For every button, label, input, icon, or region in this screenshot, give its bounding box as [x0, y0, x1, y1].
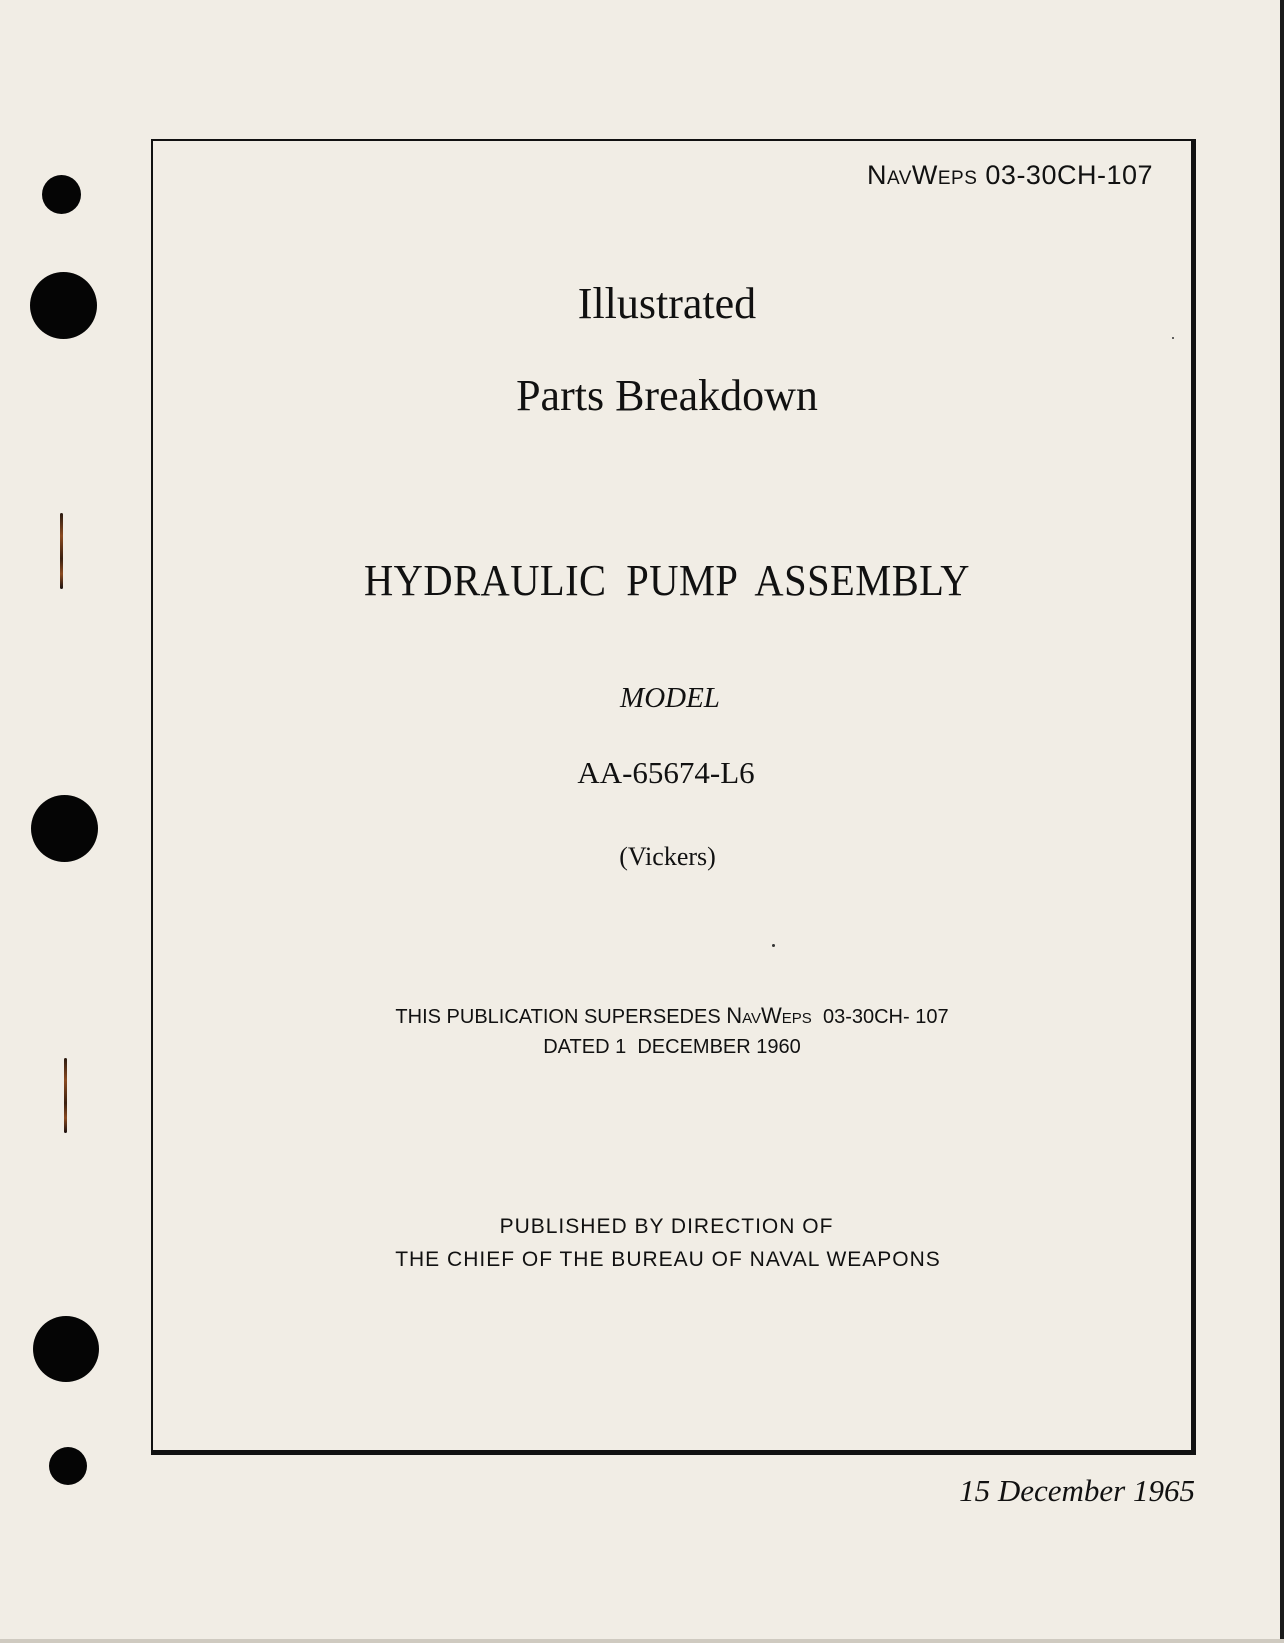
model-number: AA-65674-L6 [577, 755, 755, 790]
page-title: HYDRAULIC PUMP ASSEMBLY [363, 556, 970, 605]
page-edge-shadow [1280, 0, 1284, 1643]
staple-mark-icon [64, 1058, 67, 1133]
publisher-line-1: PUBLISHED BY DIRECTION OF [499, 1215, 834, 1238]
dated-value: DECEMBER 1960 [637, 1036, 801, 1058]
supersedes-date [0, 1037, 1284, 1057]
manufacturer-name: (Vickers) [619, 842, 716, 871]
model-label: MODEL [620, 682, 720, 714]
supersedes-prefix: THIS PUBLICATION SUPERSEDES [395, 1006, 721, 1028]
supersedes-notice [0, 1005, 1284, 1027]
title-line-parts-breakdown: Parts Breakdown [516, 371, 818, 420]
publication-number: NavWeps 03-30CH-107 [866, 160, 1153, 190]
title-line-illustrated: Illustrated [577, 279, 757, 328]
punch-hole-icon [33, 1316, 99, 1382]
supersedes-brand: NavWeps [726, 1003, 812, 1028]
dated-label: DATED 1 [543, 1036, 627, 1058]
punch-hole-icon [49, 1447, 87, 1485]
supersedes-number: 03-30CH- 107 [822, 1006, 949, 1028]
publisher-line-2: THE CHIEF OF THE BUREAU OF NAVAL WEAPONS [395, 1248, 941, 1271]
issue-date: 15 December 1965 [959, 1473, 1195, 1508]
punch-hole-icon [42, 175, 81, 214]
page-edge-bottom [0, 1639, 1284, 1643]
